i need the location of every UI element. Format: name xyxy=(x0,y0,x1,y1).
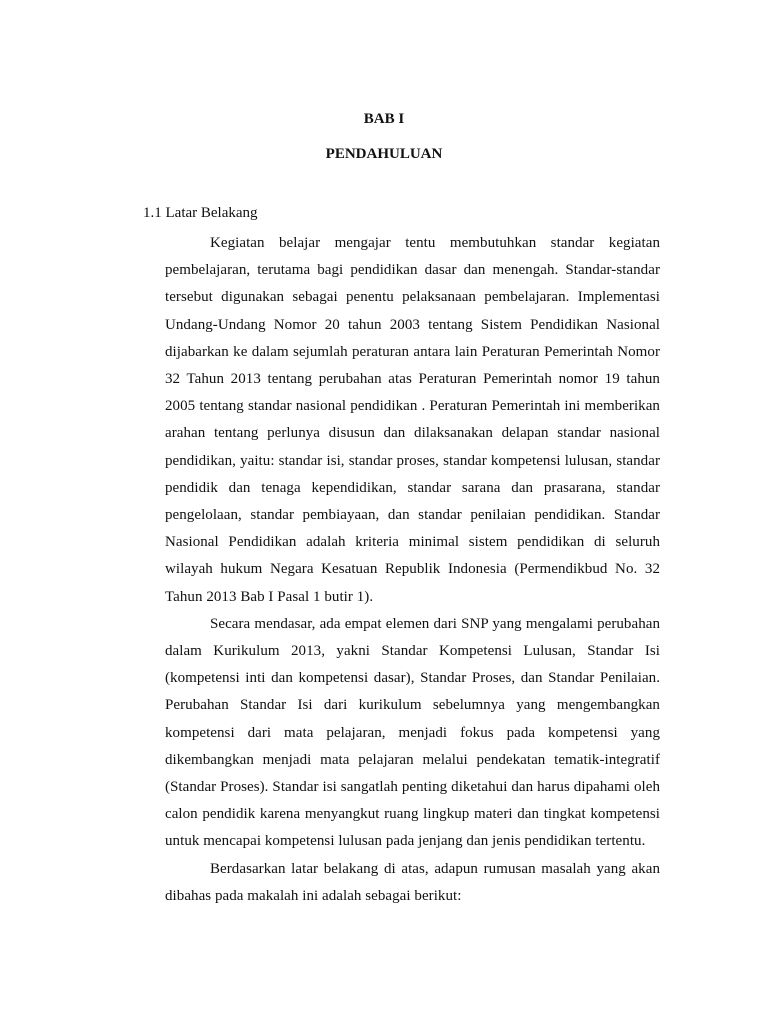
body-text xyxy=(165,230,660,910)
paragraph: Secara mendasar, ada empat elemen dari SNP yang mengalami perubahan dalam Kurikulum 2013, yakni Standar Kompetensi Lulusan, Standar Isi (kompetensi inti dan kompetensi dasar), Standar Proses, dan Standar Penilaian. Perubahan Standar Isi dari kurikulum sebelumnya yang mengembangkan kompetensi dari mata pelajaran, menjadi fokus pada kompetensi yang dikembangkan menjadi mata pelajaran melalui pendekatan tematik-integratif (Standar Proses). Standar isi sangatlah penting diketahui dan harus dipahami oleh calon pendidik karena menyangkut ruang lingkup materi dan tingkat kompetensi untuk mencapai kompetensi lulusan pada jenjang dan jenis pendidikan tertentu. xyxy=(165,615,660,850)
section-heading: 1.1 Latar Belakang xyxy=(143,205,258,221)
paragraph: Berdasarkan latar belakang di atas, adapun rumusan masalah yang akan dibahas pada makalah ini adalah sebagai berikut: xyxy=(165,860,660,904)
chapter-number: BAB I xyxy=(363,111,405,127)
paragraph: Kegiatan belajar mengajar tentu membutuhkan standar kegiatan pembelajaran, terutama bagi pendidikan dasar dan menengah. Standar-standar tersebut digunakan sebagai penentu pelaksanaan pembelajaran. Implementasi Undang-Undang Nomor 20 tahun 2003 tentang Sistem Pendidikan Nasional dijabarkan ke dalam sejumlah peraturan antara lain Peraturan Pemerintah Nomor 32 Tahun 2013 tentang perubahan atas Peraturan Pemerintah nomor 19 tahun 2005 tentang standar nasional pendidikan . Peraturan Pemerintah ini memberikan arahan tentang perlunya disusun dan dilaksanakan delapan standar nasional pendidikan, yaitu: standar isi, standar proses, standar kompetensi lulusan, standar pendidik dan tenaga kependidikan, standar sarana dan prasarana, standar pengelolaan, standar pembiayaan, dan standar penilaian pendidikan. Standar Nasional Pendidikan adalah kriteria minimal sistem pendidikan di seluruh wilayah hukum Negara Kesatuan Republik Indonesia (Permendikbud No. 32 Tahun 2013 Bab I Pasal 1 butir 1). xyxy=(165,235,660,605)
chapter-title: PENDAHULUAN xyxy=(325,146,443,162)
